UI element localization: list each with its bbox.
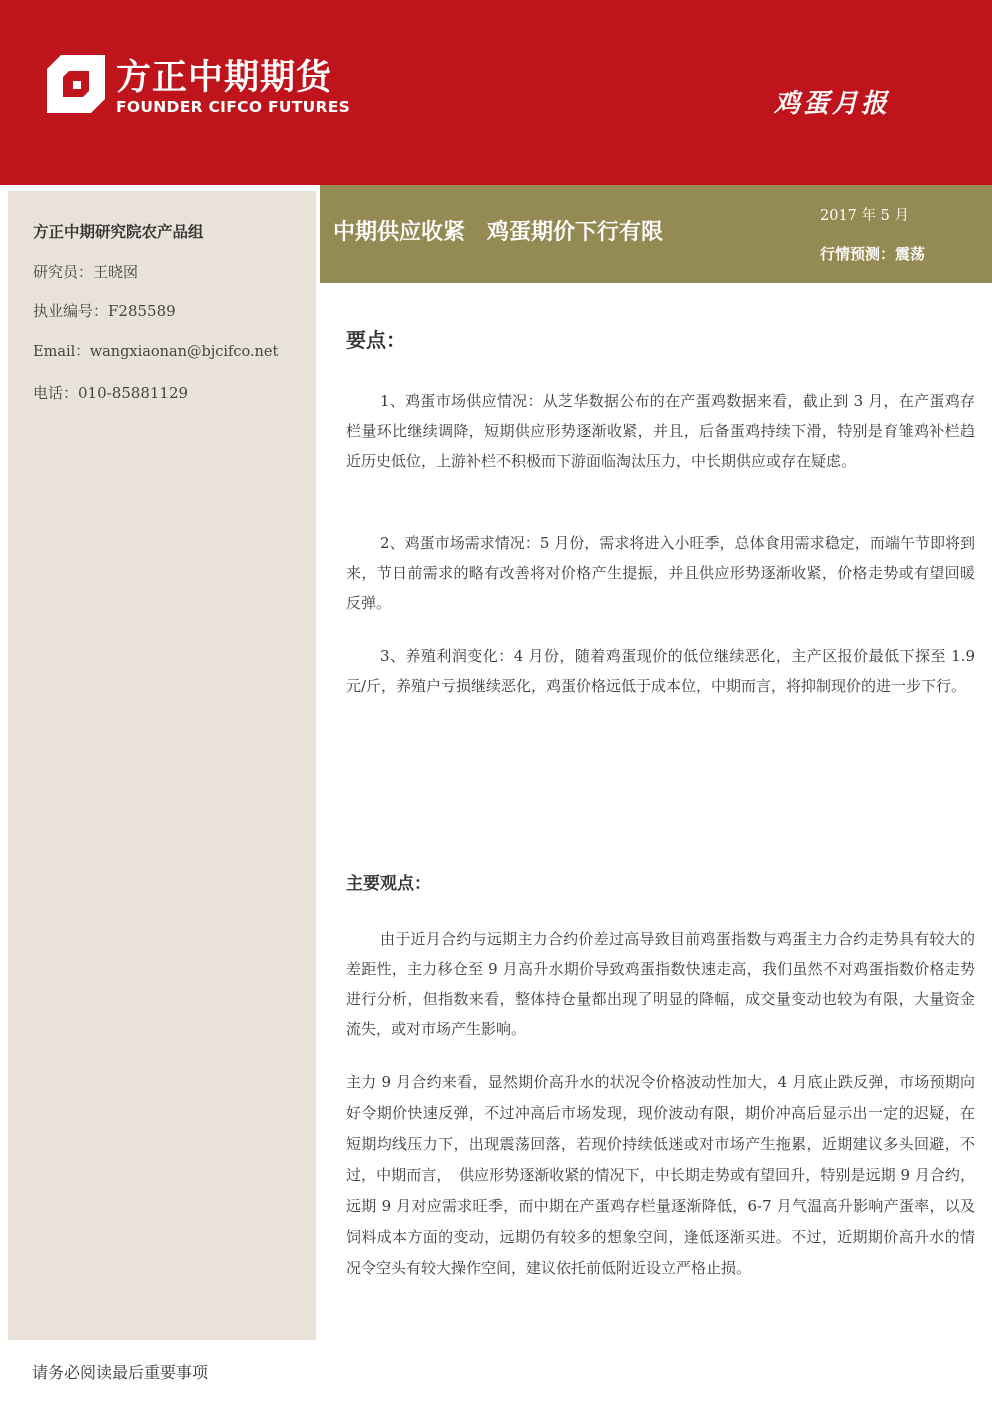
main-view-heading: 主要观点： xyxy=(346,874,431,894)
email-address: Email：wangxiaonan@bjcifco.net xyxy=(33,344,279,360)
disclaimer-note: 请务必阅读最后重要事项 xyxy=(32,1363,209,1382)
key-point-profit: 3、养殖利润变化：4 月份，随着鸡蛋现价的低位继续恶化，主产区报价最低下探至 1.9 元/斤，养殖户亏损继续恶化，鸡蛋价格远低于成本位，中期而言，将抑制现价的进一步下行。 xyxy=(346,647,975,695)
main-view-paragraph-contract: 主力 9 月合约来看，显然期价高升水的状况令价格波动性加大，4 月底止跌反弹，市场预期向好令期价快速反弹，不过冲高后市场发现，现价波动有限，期价冲高后显示出一定的迟疑，在短期均线压力下，出现震荡回落，若现价持续低迷或对市场产生拖累，近期建议多头回避，不过，中期而言， 供应形势逐渐收紧的情况下，中长期走势或有望回升，特别是远期 9 月合约，远期 9 月对应需求旺季，而中期在产蛋鸡存栏量逐渐降低，6-7 月气温高升影响产蛋率，以及饲料成本方面的变动，远期仍有较多的想象空间，逢低逐渐买进。不过，近期期价高升水的情况令空头有较大操作空间，建议依托前低附近设立严格止损。 xyxy=(346,1073,975,1277)
report-date: 2017 年 5 月 xyxy=(820,208,909,224)
researcher-name: 研究员：王晓囡 xyxy=(33,263,139,281)
market-forecast: 行情预测：震荡 xyxy=(820,245,926,263)
key-points-heading: 要点： xyxy=(346,328,406,352)
company-logo-icon xyxy=(47,55,105,113)
phone-number: 电话：010-85881129 xyxy=(33,384,189,402)
main-view-paragraph-index: 由于近月合约与远期主力合约价差过高导致目前鸡蛋指数与鸡蛋主力合约走势具有较大的差距性，主力移仓至 9 月高升水期价导致鸡蛋指数快速走高，我们虽然不对鸡蛋指数价格走势进行分析，但指数来看，整体持仓量都出现了明显的降幅，成交量变动也较为有限，大量资金流失，或对市场产生影响。 xyxy=(346,930,975,1038)
key-point-demand: 2、鸡蛋市场需求情况：5 月份，需求将进入小旺季，总体食用需求稳定，而端午节即将到来，节日前需求的略有改善将对价格产生提振，并且供应形势逐渐收紧，价格走势或有望回暖反弹。 xyxy=(346,534,975,612)
company-name-en: FOUNDER CIFCO FUTURES xyxy=(116,98,351,116)
license-number: 执业编号：F285589 xyxy=(33,302,176,320)
company-name-cn: 方正中期期货 xyxy=(116,58,333,98)
sidebar-panel xyxy=(8,191,316,1340)
research-group: 方正中期研究院农产品组 xyxy=(33,223,204,241)
report-type-label: 鸡蛋月报 xyxy=(773,89,890,119)
report-title: 中期供应收紧 鸡蛋期价下行有限 xyxy=(333,220,664,245)
key-point-supply: 1、鸡蛋市场供应情况：从芝华数据公布的在产蛋鸡数据来看，截止到 3 月，在产蛋鸡存栏量环比继续调降，短期供应形势逐渐收紧，并且，后备蛋鸡持续下滑，特别是育雏鸡补栏趋近历史低位，上游补栏不积极而下游面临淘汰压力，中长期供应或存在疑虑。 xyxy=(346,392,975,470)
